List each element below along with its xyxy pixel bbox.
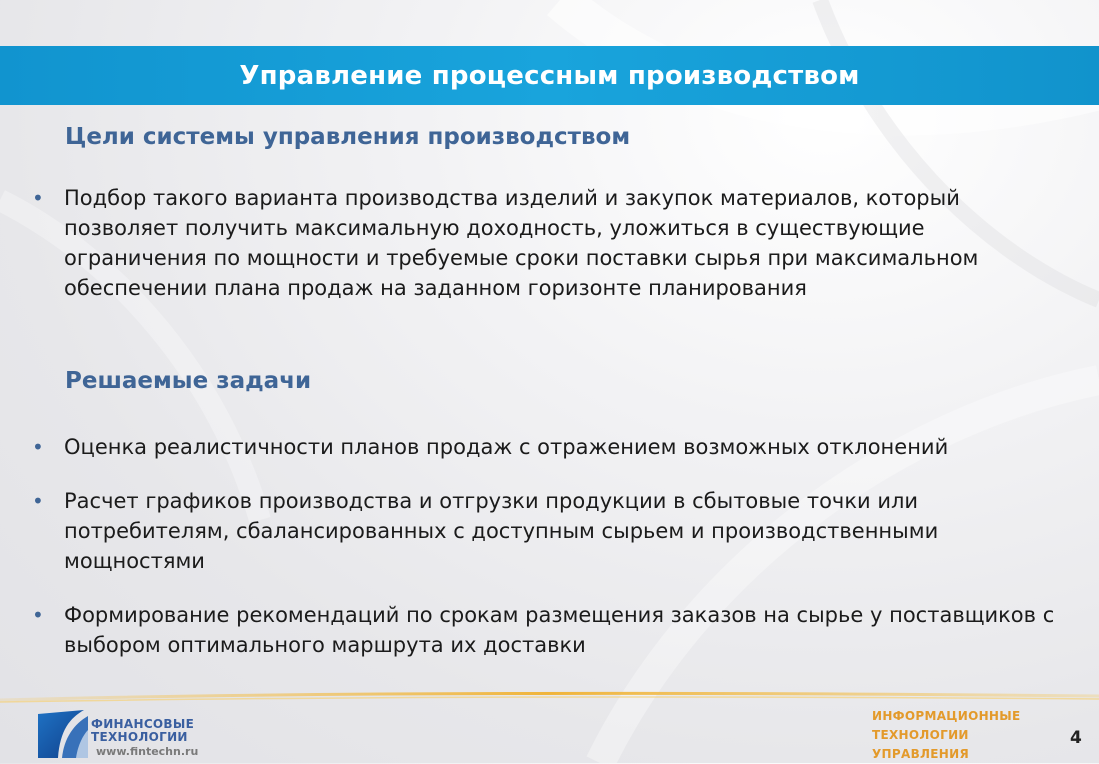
tasks-heading: Решаемые задачи xyxy=(65,368,312,394)
goal-text: Подбор такого варианта производства изделий и закупок материалов, который позволяет получить максимальную доходность, уложиться в существующие ограничения по мощности и требуемые сроки поставки сырья при максимальном обеспечении плана продаж на заданном горизонте планирования xyxy=(64,186,979,300)
it-label-line-2: ТЕХНОЛОГИИ xyxy=(872,728,969,742)
bullet-dot-icon: • xyxy=(32,489,44,513)
it-label-line-3: УПРАВЛЕНИЯ xyxy=(872,747,970,761)
bullet-dot-icon: • xyxy=(32,435,44,459)
slide-title: Управление процессным производством xyxy=(239,60,860,91)
title-bar xyxy=(0,46,1099,105)
task-text: Формирование рекомендаций по срокам размещения заказов на сырье у поставщиков с выбором оптимального маршрута их доставки xyxy=(64,603,1055,657)
page-number: 4 xyxy=(1070,728,1082,748)
logo-line-1: ФИНАНСОВЫЕ xyxy=(91,717,195,731)
goals-list xyxy=(30,183,1070,303)
list-item xyxy=(30,432,1070,462)
bullet-dot-icon: • xyxy=(32,186,44,210)
logo-line-2: ТЕХНОЛОГИИ xyxy=(91,730,188,744)
bullet-dot-icon: • xyxy=(32,603,44,627)
task-text: Расчет графиков производства и отгрузки продукции в сбытовые точки или потребителям, сбалансированных с доступным сырьем и производственными мощностями xyxy=(64,489,939,573)
list-item xyxy=(30,183,1070,303)
task-text: Оценка реалистичности планов продаж с отражением возможных отклонений xyxy=(64,435,949,459)
goals-heading: Цели системы управления производством xyxy=(65,124,631,150)
tasks-list xyxy=(30,432,1070,660)
logo-url: www.fintechn.ru xyxy=(96,745,199,758)
it-label-line-1: ИНФОРМАЦИОННЫЕ xyxy=(872,709,1021,723)
list-item xyxy=(30,486,1070,576)
list-item xyxy=(30,600,1070,660)
footer-divider xyxy=(0,690,1099,704)
